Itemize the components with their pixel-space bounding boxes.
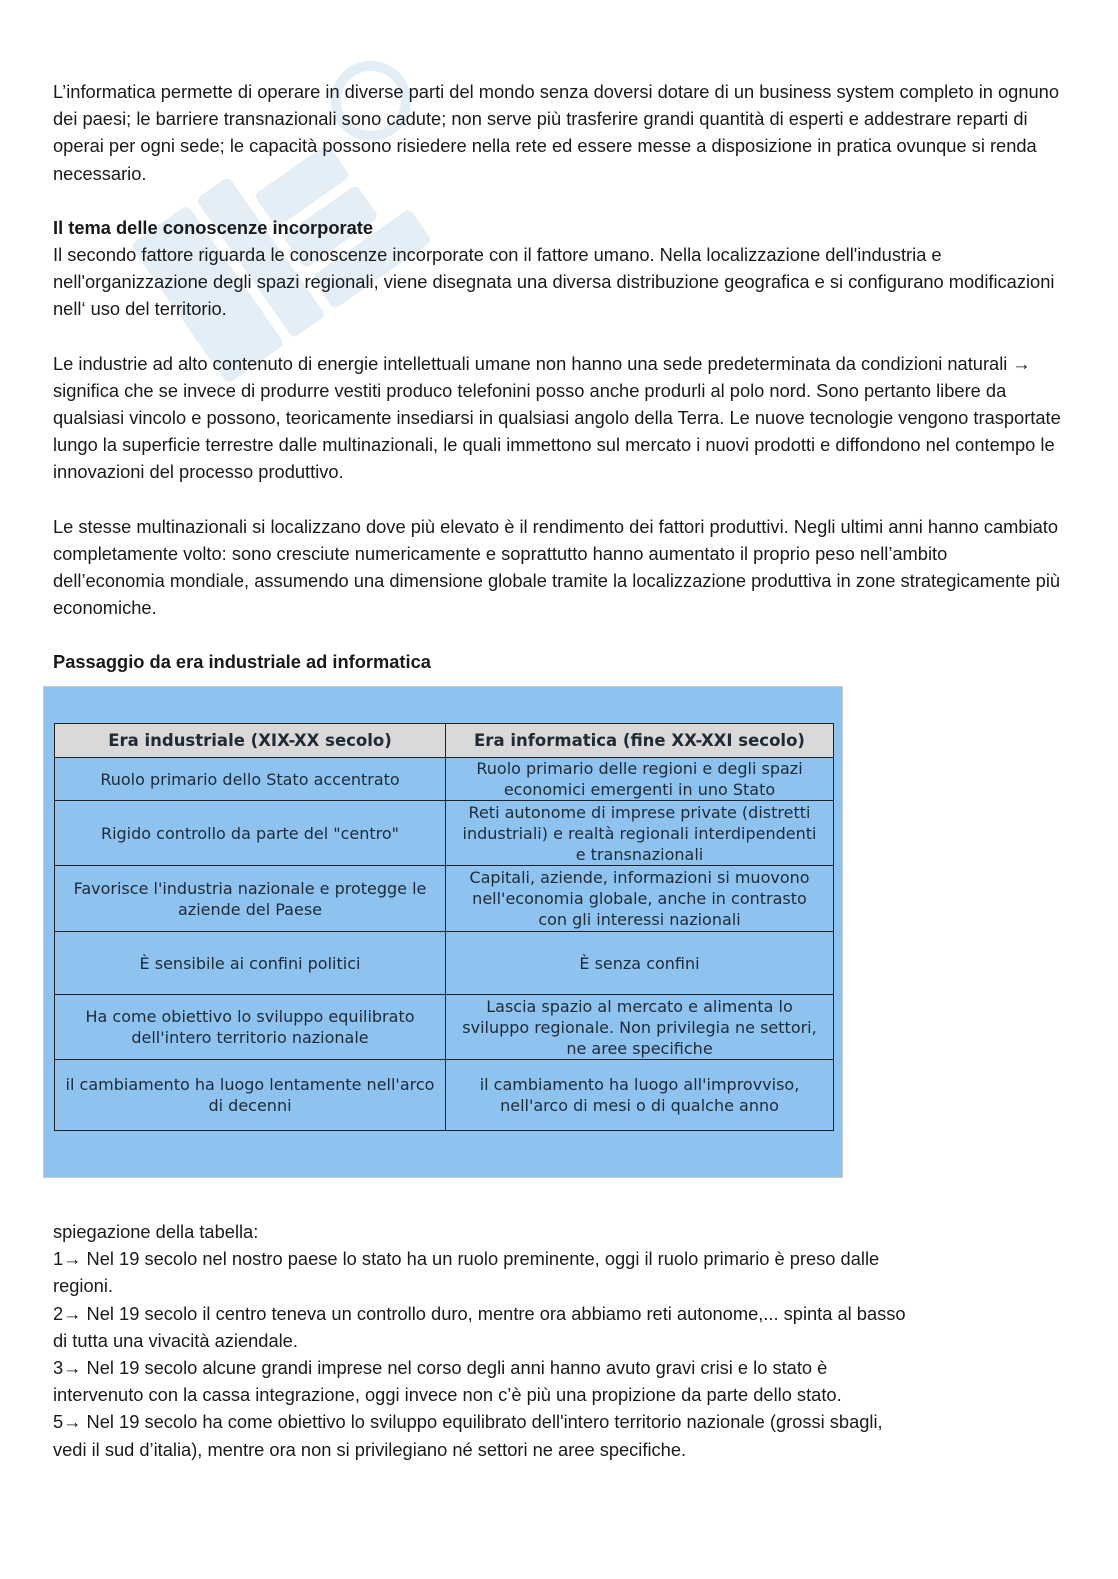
paragraph-fattore-umano: Il secondo fattore riguarda le conoscenze incorporate con il fattore umano. Nella localizzazione dell'industria e nell'organizzazione degli spazi regionali, viene disegnata una diversa distribuzione geografica e si configurano modificazioni nell‘ uso del territorio. [53,244,1055,320]
explanation-item: 1→ Nel 19 secolo nel nostro paese lo stato ha un ruolo preminente, oggi il ruolo primario è preso dalle regioni. [53,1248,880,1297]
comparison-table [54,723,834,1131]
explanation-item: 5→ Nel 19 secolo ha come obiettivo lo sviluppo equilibrato dell'intero territorio nazionale (grossi sbagli, vedi il sud d’italia), mentre ora non si privilegiano né settori ne aree specifiche. [53,1411,883,1460]
table-row [55,995,834,1060]
table-header-industrial: Era industriale (XIX-XX secolo) [55,724,446,758]
section-heading-conoscenze: Il tema delle conoscenze incorporate [53,216,374,238]
explanation-title: spiegazione della tabella: [53,1221,259,1242]
table-row [55,932,834,995]
table-row [55,758,834,801]
table-cell: È senza confini [446,932,834,995]
table-cell: Ruolo primario delle regioni e degli spazi economici emergenti in uno Stato [446,758,834,801]
table-header-informatic: Era informatica (fine XX-XXI secolo) [446,724,834,758]
comparison-table-image [43,686,843,1178]
table-row [55,866,834,932]
table-cell: È sensibile ai confini politici [55,932,446,995]
table-cell: Reti autonome di imprese private (distretti industriali) e realtà regionali interdipendenti e transnazionali [446,801,834,866]
table-cell: Capitali, aziende, informazioni si muovono nell'economia globale, anche in contrasto con gli interessi nazionali [446,866,834,932]
section-heading-passaggio: Passaggio da era industriale ad informatica [53,651,431,673]
explanation-item: 2→ Nel 19 secolo il centro teneva un controllo duro, mentre ora abbiamo reti autonome,... spinta al basso di tutta una vivacità aziendale. [53,1302,906,1351]
table-row [55,801,834,866]
table-explanation [53,1218,913,1463]
explanation-item: 3→ Nel 19 secolo alcune grandi imprese nel corso degli anni hanno avuto gravi crisi e lo stato è intervenuto con la cassa integrazione, oggi invece non c’è più una propizione da parte dello stato. [53,1357,842,1406]
paragraph-industrie-alto-contenuto: Le industrie ad alto contenuto di energie intellettuali umane non hanno una sede predeterminata da condizioni naturali → significa che se invece di produrre vestiti produco telefonini posso anche produrli al polo nord. Sono pertanto libere da qualsiasi vincolo e possono, teoricamente insediarsi in qualsiasi angolo della Terra. Le nuove tecnologie vengono trasportate lungo la superficie terrestre dalle multinazionali, le quali immettono sul mercato i nuovi prodotti e diffondono nel contempo le innovazioni del processo produttivo. [53,352,1061,483]
table-cell: Ruolo primario dello Stato accentrato [55,758,446,801]
table-cell: Favorisce l'industria nazionale e protegge le aziende del Paese [55,866,446,932]
table-cell: il cambiamento ha luogo lentamente nell'arco di decenni [55,1060,446,1131]
table-row [55,1060,834,1131]
intro-paragraph: L’informatica permette di operare in diverse parti del mondo senza doversi dotare di un business system completo in ognuno dei paesi; le barriere transnazionali sono cadute; non serve più trasferire grandi quantità di esperti e addestrare reparti di operai per ogni sede; le capacità possono risiedere nella rete ed essere messe a disposizione in pratica ovunque si renda necessario. [53,81,1060,184]
table-cell: il cambiamento ha luogo all'improvviso, nell'arco di mesi o di qualche anno [446,1060,834,1131]
table-cell: Rigido controllo da parte del "centro" [55,801,446,866]
table-cell: Lascia spazio al mercato e alimenta lo sviluppo regionale. Non privilegia ne settori, ne aree specifiche [446,995,834,1060]
table-cell: Ha come obiettivo lo sviluppo equilibrato dell'intero territorio nazionale [55,995,446,1060]
document-page [53,78,1063,676]
paragraph-multinazionali: Le stesse multinazionali si localizzano dove più elevato è il rendimento dei fattori produttivi. Negli ultimi anni hanno cambiato completamente volto: sono cresciute numericamente e soprattutto hanno aumentato il proprio peso nell’ambito dell’economia mondiale, assumendo una dimensione globale tramite la localizzazione produttiva in zone strategicamente più economiche. [53,515,1061,619]
